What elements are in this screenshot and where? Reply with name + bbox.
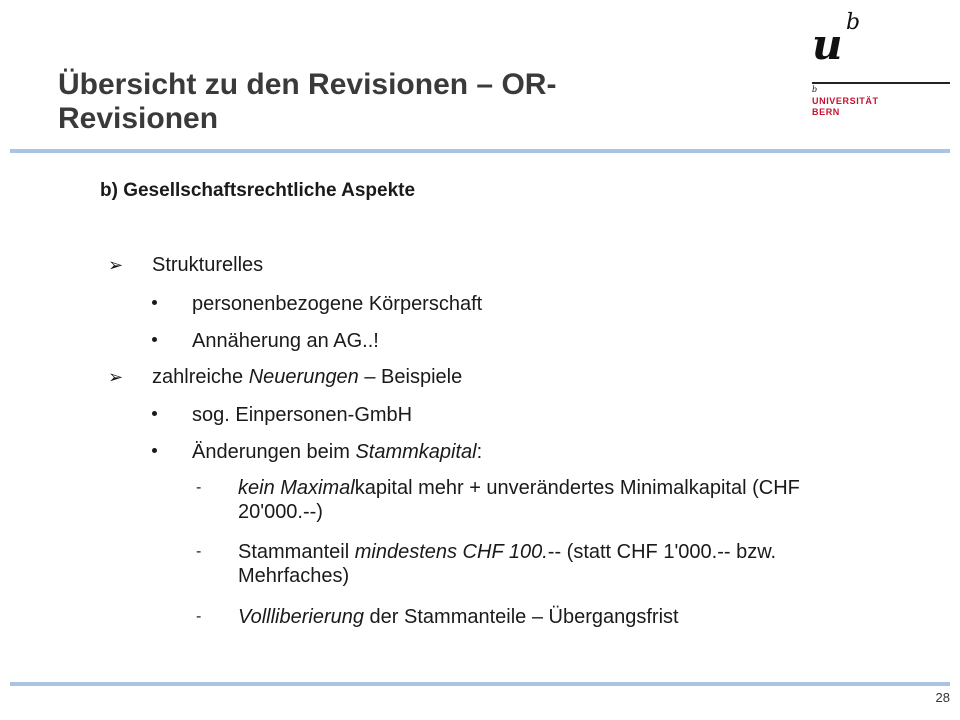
sub-bullet-text: personenbezogene Körperschaft — [192, 293, 483, 315]
section-subtitle: b) Gesellschaftsrechtliche Aspekte — [100, 180, 416, 201]
slide-title — [58, 68, 698, 136]
dash-bullet-icon: - — [196, 543, 202, 560]
logo-small-b: b — [812, 85, 818, 94]
bullet-text: Strukturelles — [152, 254, 264, 276]
dash-bullet-icon: - — [196, 608, 202, 625]
arrow-bullet-icon: ➢ — [108, 255, 124, 275]
logo-divider — [812, 82, 950, 84]
sub-bullet-text: Annäherung an AG..! — [192, 330, 379, 352]
top-divider — [10, 149, 950, 153]
dash-bullet-icon: - — [196, 479, 202, 496]
logo-mark-u: u — [812, 20, 843, 69]
logo-wordmark-line-2: BERN — [812, 107, 840, 117]
slide-title-line-2: Revisionen — [58, 102, 219, 135]
dot-bullet-icon — [152, 411, 157, 416]
page-number: 28 — [935, 690, 950, 705]
dot-bullet-icon — [152, 300, 157, 305]
dash-item-text: kein Maximalkapital mehr + unverändertes Minimalkapital (CHF 20'000.--) — [238, 477, 800, 523]
university-bern-logo — [812, 10, 952, 120]
sub-bullet-text: sog. Einpersonen-GmbH — [192, 404, 413, 426]
slide-title-line-1: Übersicht zu den Revisionen – OR- — [58, 68, 557, 101]
logo-wordmark — [812, 96, 879, 118]
sub-bullet-text: Änderungen beim Stammkapital: — [192, 441, 483, 463]
bottom-divider — [10, 682, 950, 686]
bullet-text: zahlreiche Neuerungen – Beispiele — [152, 366, 463, 388]
dot-bullet-icon — [152, 337, 157, 342]
arrow-bullet-icon: ➢ — [108, 367, 124, 387]
dash-item-text: Vollliberierung der Stammanteile – Übergangsfrist — [238, 606, 679, 628]
dot-bullet-icon — [152, 448, 157, 453]
dash-item-text: Stammanteil mindestens CHF 100.-- (statt CHF 1'000.-- bzw. Mehrfaches) — [238, 541, 777, 587]
logo-wordmark-line-1: UNIVERSITÄT — [812, 96, 879, 106]
logo-mark-b: b — [846, 10, 861, 35]
